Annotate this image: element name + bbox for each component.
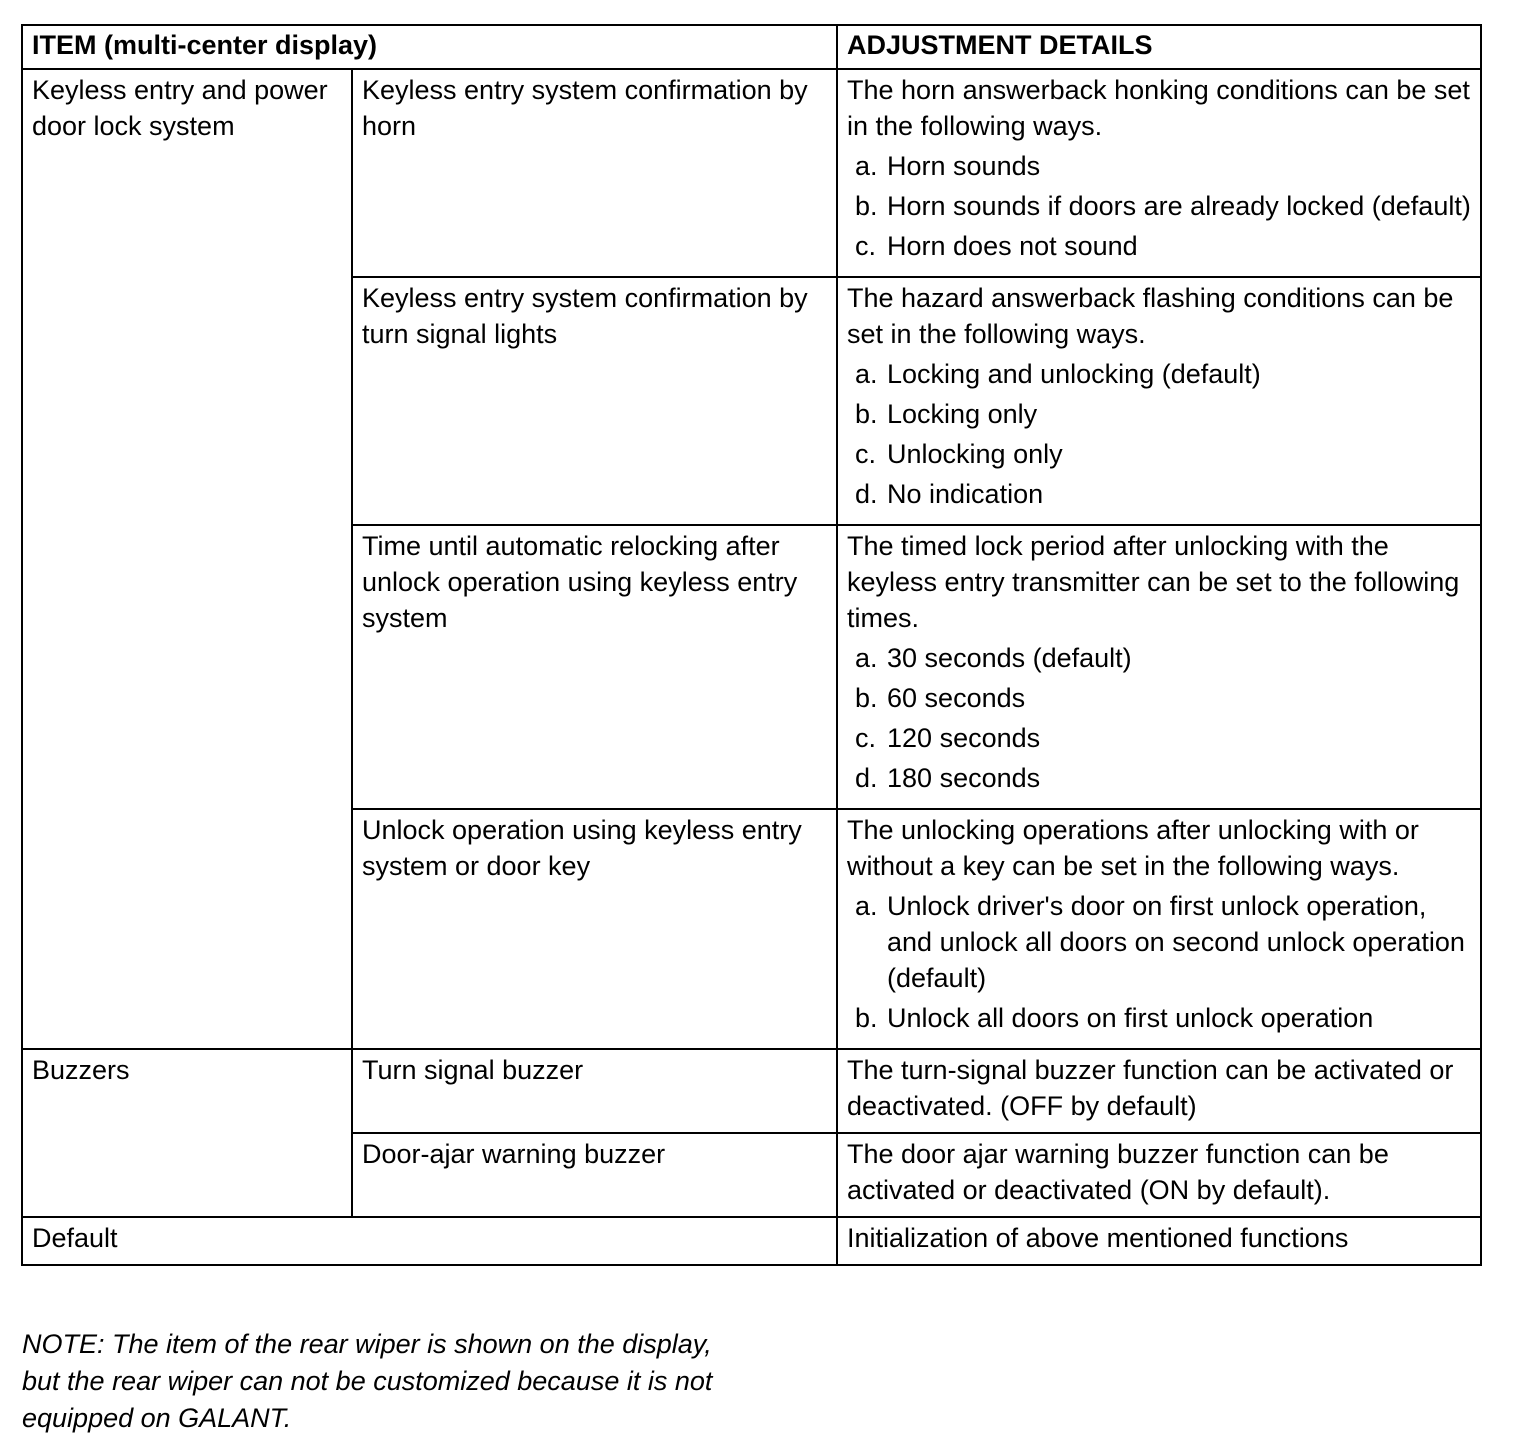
option-letter: b.: [855, 399, 878, 429]
option-text: Horn sounds: [887, 151, 1041, 181]
table-row: [22, 69, 1481, 277]
item-cell: Door-ajar warning buzzer: [352, 1133, 837, 1217]
header-row: [22, 25, 1481, 69]
details-intro: The timed lock period after unlocking with the keyless entry transmitter can be set to the following times.: [847, 531, 1460, 633]
option-text: 30 seconds (default): [887, 643, 1132, 673]
option-text: Unlock driver's door on first unlock operation, and unlock all doors on second unlock operation (default): [887, 891, 1465, 993]
list-item: [847, 228, 1474, 264]
details-cell: [837, 277, 1481, 525]
item-cell: Keyless entry system confirmation by horn: [352, 69, 837, 277]
option-text: No indication: [887, 479, 1044, 509]
options-list: [847, 356, 1474, 512]
details-cell: [837, 1049, 1481, 1133]
option-text: 120 seconds: [887, 723, 1041, 753]
details-intro: The door ajar warning buzzer function can be activated or deactivated (ON by default).: [847, 1139, 1389, 1205]
option-letter: a.: [855, 359, 878, 389]
details-cell: [837, 809, 1481, 1049]
option-letter: d.: [855, 479, 878, 509]
list-item: [847, 1000, 1474, 1036]
list-item: [847, 640, 1474, 676]
header-adjustment-details: ADJUSTMENT DETAILS: [837, 25, 1481, 69]
option-letter: a.: [855, 151, 878, 181]
details-cell: [837, 1133, 1481, 1217]
list-item: [847, 188, 1474, 224]
options-list: [847, 640, 1474, 796]
option-text: 60 seconds: [887, 683, 1026, 713]
table-row: [22, 1217, 1481, 1265]
option-letter: a.: [855, 643, 878, 673]
options-list: [847, 148, 1474, 264]
group-default: Default: [22, 1217, 837, 1265]
details-intro: The horn answerback honking conditions can be set in the following ways.: [847, 75, 1470, 141]
option-letter: c.: [855, 723, 877, 753]
option-text: Locking and unlocking (default): [887, 359, 1261, 389]
option-text: Locking only: [887, 399, 1038, 429]
option-text: Unlock all doors on first unlock operation: [887, 1003, 1374, 1033]
option-letter: c.: [855, 231, 877, 261]
group-keyless-entry: Keyless entry and power door lock system: [22, 69, 352, 1049]
option-text: Unlocking only: [887, 439, 1063, 469]
group-buzzers: Buzzers: [22, 1049, 352, 1217]
list-item: [847, 436, 1474, 472]
list-item: [847, 720, 1474, 756]
list-item: [847, 680, 1474, 716]
table-row: [22, 1049, 1481, 1133]
option-text: Horn does not sound: [887, 231, 1138, 261]
details-cell: [837, 69, 1481, 277]
item-cell: Turn signal buzzer: [352, 1049, 837, 1133]
option-letter: b.: [855, 191, 878, 221]
option-letter: b.: [855, 1003, 878, 1033]
footnote: NOTE: The item of the rear wiper is shown on the display, but the rear wiper can not be customized because it is not equipped on GALANT.: [22, 1329, 713, 1433]
item-cell: Unlock operation using keyless entry system or door key: [352, 809, 837, 1049]
list-item: [847, 760, 1474, 796]
details-intro: The unlocking operations after unlocking with or without a key can be set in the following ways.: [847, 815, 1419, 881]
details-intro: The turn-signal buzzer function can be activated or deactivated. (OFF by default): [847, 1055, 1454, 1121]
option-letter: b.: [855, 683, 878, 713]
list-item: [847, 476, 1474, 512]
details-cell: [837, 525, 1481, 809]
option-letter: c.: [855, 439, 877, 469]
customization-table: [21, 24, 1482, 1266]
options-list: [847, 888, 1474, 1036]
list-item: [847, 148, 1474, 184]
option-text: Horn sounds if doors are already locked (default): [887, 191, 1471, 221]
option-text: 180 seconds: [887, 763, 1041, 793]
list-item: [847, 356, 1474, 392]
item-cell: Keyless entry system confirmation by turn signal lights: [352, 277, 837, 525]
details-cell: Initialization of above mentioned functions: [837, 1217, 1481, 1265]
header-item: ITEM (multi-center display): [22, 25, 837, 69]
details-intro: The hazard answerback flashing conditions can be set in the following ways.: [847, 283, 1454, 349]
list-item: [847, 396, 1474, 432]
list-item: [847, 888, 1474, 996]
option-letter: a.: [855, 891, 878, 921]
item-cell: Time until automatic relocking after unlock operation using keyless entry system: [352, 525, 837, 809]
option-letter: d.: [855, 763, 878, 793]
